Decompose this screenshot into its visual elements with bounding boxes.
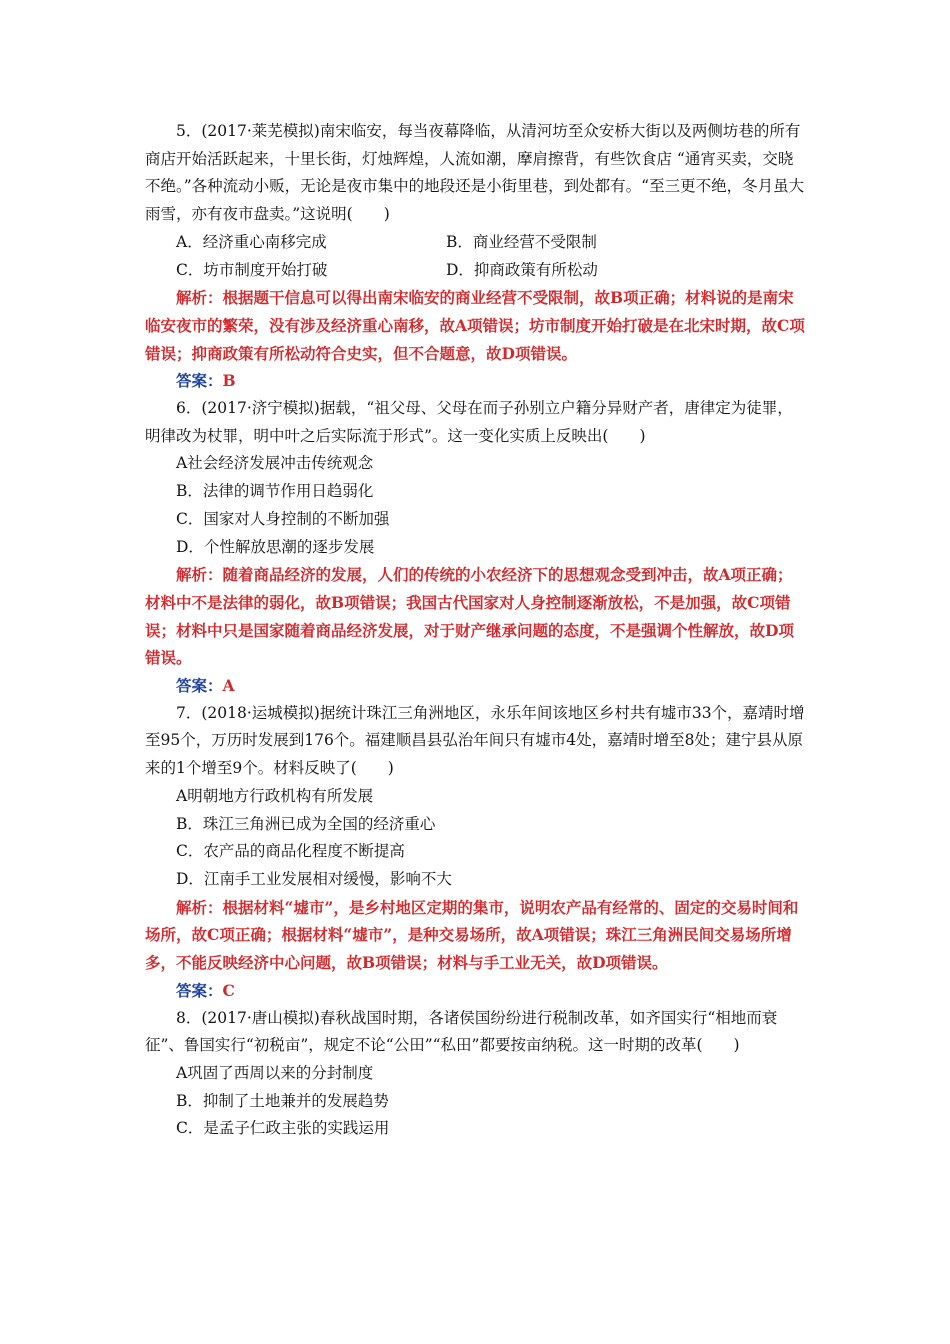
question-7-answer xyxy=(145,977,807,1005)
question-7-option-d: D．江南手工业发展相对缓慢，影响不大 xyxy=(176,869,452,888)
question-5-answer xyxy=(145,367,807,395)
question-6-option-c: C．国家对人身控制的不断加强 xyxy=(176,509,390,528)
question-6-answer xyxy=(145,672,807,700)
question-5-options-row-1 xyxy=(145,229,807,257)
question-7-option-a: A明朝地方行政机构有所发展 xyxy=(176,786,374,805)
answer-label: 答案： xyxy=(176,676,223,696)
question-5-option-d: D．抑商政策有所松动 xyxy=(446,260,598,279)
question-5-analysis: 解析：根据题干信息可以得出南宋临安的商业经营不受限制，故B项正确；材料说的是南宋临安夜市的繁荣，没有涉及经济重心南移，故A项错误；坊市制度开始打破是在北宋时期，故C项错误；抑商政策有所松动符合史实，但不合题意，故D项错误。 xyxy=(145,288,805,363)
question-7-option-b: B．珠江三角洲已成为全国的经济重心 xyxy=(176,814,436,833)
question-8-option-b: B．抑制了土地兼并的发展趋势 xyxy=(176,1091,389,1110)
question-7-stem: 7．(2018·运城模拟)据统计珠江三角洲地区，永乐年间该地区乡村共有墟市33个，嘉靖时增至95个，万历时发展到176个。福建顺昌县弘治年间只有墟市4处，嘉靖时增至8处；建宁县从原来的1个增至9个。材料反映了( ) xyxy=(145,703,805,778)
question-5-option-a: A．经济重心南移完成 xyxy=(176,232,327,251)
question-7-analysis: 解析：根据材料“墟市”，是乡村地区定期的集市，说明农产品有经常的、固定的交易时间和场所，故C项正确；根据材料“墟市”，是种交易场所，故A项错误；珠江三角洲民间交易场所增多，不能反映经济中心问题，故B项错误；材料与手工业无关，故D项错误。 xyxy=(145,897,799,973)
answer-value: A xyxy=(222,676,235,696)
question-7-option-c: C．农产品的商品化程度不断提高 xyxy=(176,842,405,861)
question-5-stem: 5．(2017·莱芜模拟)南宋临安，每当夜幕降临，从清河坊至众安桥大街以及两侧坊巷的所有商店开始活跃起来，十里长街，灯烛辉煌，人流如潮，摩肩擦背，有些饮食店 “通宵买卖，交晓不绝。”各种流动小贩，无论是夜市集中的地段还是小街里巷，到处都有。“至三更不绝，冬月虽大雨雪，亦有夜市盘卖。”这说明( ) xyxy=(145,122,805,224)
question-6-analysis: 解析：随着商品经济的发展，人们的传统的小农经济下的思想观念受到冲击，故A项正确；材料中不是法律的弱化，故B项错误；我国古代国家对人身控制逐渐放松，不是加强，故C项错误；材料中只是国家随着商品经济发展，对于财产继承问题的态度，不是强调个性解放，故D项错误。 xyxy=(145,565,794,668)
answer-label: 答案： xyxy=(176,980,223,1000)
answer-label: 答案： xyxy=(176,371,223,391)
question-8-stem: 8．(2017·唐山模拟)春秋战国时期，各诸侯国纷纷进行税制改革，如齐国实行“相地而衰征”、鲁国实行“初税亩”，规定不论“公田”“私田”都要按亩纳税。这一时期的改革( ) xyxy=(145,1008,778,1055)
question-6-option-a: A社会经济发展冲击传统观念 xyxy=(176,454,374,473)
answer-value: B xyxy=(222,371,236,391)
question-6-option-b: B．法律的调节作用日趋弱化 xyxy=(176,482,374,501)
document-page xyxy=(145,118,807,1143)
question-5-option-c: C．坊市制度开始打破 xyxy=(176,260,328,279)
question-5-options-row-2 xyxy=(145,257,807,285)
question-6-stem: 6．(2017·济宁模拟)据载，“祖父母、父母在而子孙别立户籍分异财产者，唐律定为徒罪，明律改为杖罪，明中叶之后实际流于形式”。这一变化实质上反映出( ) xyxy=(145,399,793,445)
question-8-option-a: A巩固了西周以来的分封制度 xyxy=(176,1063,374,1082)
question-5-option-b: B．商业经营不受限制 xyxy=(446,232,597,251)
answer-value: C xyxy=(222,980,235,1000)
question-8-option-c: C．是孟子仁政主张的实践运用 xyxy=(176,1119,390,1138)
question-6-option-d: D．个性解放思潮的逐步发展 xyxy=(176,537,375,556)
